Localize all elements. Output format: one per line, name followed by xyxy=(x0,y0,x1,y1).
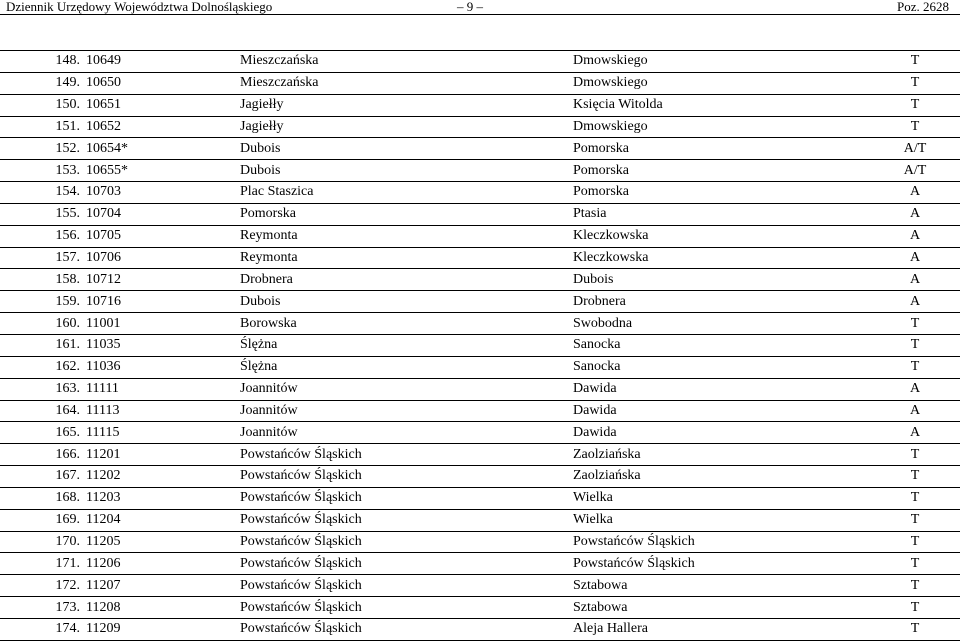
page-number: – 9 – xyxy=(457,0,483,14)
table-row xyxy=(0,531,960,553)
record-type: T xyxy=(863,334,960,356)
street-name: Reymonta xyxy=(236,225,570,247)
record-type: T xyxy=(863,487,960,509)
row-number: 150. xyxy=(0,94,82,116)
row-number: 162. xyxy=(0,356,82,378)
record-code: 11035 xyxy=(82,334,236,356)
row-number: 154. xyxy=(0,182,82,204)
street-name: Powstańców Śląskich xyxy=(236,597,570,619)
street-name: Pomorska xyxy=(236,203,570,225)
record-type: T xyxy=(863,444,960,466)
row-number: 164. xyxy=(0,400,82,422)
record-code: 10705 xyxy=(82,225,236,247)
cross-street: Zaolziańska xyxy=(570,466,863,488)
street-name: Drobnera xyxy=(236,269,570,291)
table-row xyxy=(0,553,960,575)
street-name: Jagiełły xyxy=(236,94,570,116)
record-type: A xyxy=(863,400,960,422)
table-row xyxy=(0,138,960,160)
table-row xyxy=(0,160,960,182)
record-type: T xyxy=(863,575,960,597)
street-name: Powstańców Śląskich xyxy=(236,509,570,531)
record-code: 10652 xyxy=(82,116,236,138)
cross-street: Sanocka xyxy=(570,356,863,378)
record-type: T xyxy=(863,51,960,73)
table-row xyxy=(0,618,960,640)
street-name: Reymonta xyxy=(236,247,570,269)
street-name: Dubois xyxy=(236,138,570,160)
cross-street: Swobodna xyxy=(570,313,863,335)
row-number: 172. xyxy=(0,575,82,597)
record-code: 11111 xyxy=(82,378,236,400)
cross-street: Dmowskiego xyxy=(570,72,863,94)
record-code: 11115 xyxy=(82,422,236,444)
row-number: 170. xyxy=(0,531,82,553)
record-type: T xyxy=(863,509,960,531)
street-name: Jagiełły xyxy=(236,116,570,138)
street-name: Powstańców Śląskich xyxy=(236,487,570,509)
record-code: 11204 xyxy=(82,509,236,531)
row-number: 152. xyxy=(0,138,82,160)
row-number: 149. xyxy=(0,72,82,94)
record-code: 10651 xyxy=(82,94,236,116)
cross-street: Kleczkowska xyxy=(570,247,863,269)
table-row xyxy=(0,51,960,73)
record-code: 10649 xyxy=(82,51,236,73)
table-row xyxy=(0,116,960,138)
cross-street: Wielka xyxy=(570,509,863,531)
record-code: 11113 xyxy=(82,400,236,422)
record-code: 11201 xyxy=(82,444,236,466)
table-row xyxy=(0,444,960,466)
record-type: T xyxy=(863,597,960,619)
record-code: 10654* xyxy=(82,138,236,160)
cross-street: Kleczkowska xyxy=(570,225,863,247)
record-type: A xyxy=(863,247,960,269)
record-type: A xyxy=(863,203,960,225)
street-name: Dubois xyxy=(236,291,570,313)
position-number: Poz. 2628 xyxy=(897,0,949,14)
street-name: Joannitów xyxy=(236,422,570,444)
row-number: 158. xyxy=(0,269,82,291)
record-type: A xyxy=(863,182,960,204)
table-row xyxy=(0,313,960,335)
table-row xyxy=(0,378,960,400)
record-code: 11001 xyxy=(82,313,236,335)
cross-street: Dmowskiego xyxy=(570,116,863,138)
street-name: Plac Staszica xyxy=(236,182,570,204)
record-code: 10712 xyxy=(82,269,236,291)
record-code: 10704 xyxy=(82,203,236,225)
street-name: Dubois xyxy=(236,160,570,182)
records-body xyxy=(0,51,960,641)
page-header xyxy=(0,0,960,18)
row-number: 165. xyxy=(0,422,82,444)
record-type: A xyxy=(863,422,960,444)
table-row xyxy=(0,422,960,444)
street-name: Mieszczańska xyxy=(236,72,570,94)
row-number: 166. xyxy=(0,444,82,466)
record-code: 10655* xyxy=(82,160,236,182)
cross-street: Księcia Witolda xyxy=(570,94,863,116)
cross-street: Dawida xyxy=(570,400,863,422)
row-number: 169. xyxy=(0,509,82,531)
table-row xyxy=(0,400,960,422)
records-table xyxy=(0,50,960,641)
table-row xyxy=(0,334,960,356)
record-type: A/T xyxy=(863,160,960,182)
record-type: T xyxy=(863,313,960,335)
street-name: Joannitów xyxy=(236,378,570,400)
journal-title: Dziennik Urzędowy Województwa Dolnośląskiego xyxy=(6,0,273,14)
cross-street: Dubois xyxy=(570,269,863,291)
cross-street: Pomorska xyxy=(570,138,863,160)
row-number: 174. xyxy=(0,618,82,640)
street-name: Powstańców Śląskich xyxy=(236,575,570,597)
row-number: 151. xyxy=(0,116,82,138)
record-code: 11203 xyxy=(82,487,236,509)
row-number: 155. xyxy=(0,203,82,225)
row-number: 173. xyxy=(0,597,82,619)
record-type: A xyxy=(863,291,960,313)
record-code: 11209 xyxy=(82,618,236,640)
table-row xyxy=(0,225,960,247)
cross-street: Pomorska xyxy=(570,182,863,204)
record-type: T xyxy=(863,94,960,116)
cross-street: Ptasia xyxy=(570,203,863,225)
header-rule xyxy=(0,14,960,15)
record-code: 11206 xyxy=(82,553,236,575)
record-type: A xyxy=(863,269,960,291)
table-row xyxy=(0,509,960,531)
record-code: 10703 xyxy=(82,182,236,204)
table-row xyxy=(0,466,960,488)
row-number: 171. xyxy=(0,553,82,575)
cross-street: Sztabowa xyxy=(570,575,863,597)
table-row xyxy=(0,94,960,116)
cross-street: Aleja Hallera xyxy=(570,618,863,640)
row-number: 168. xyxy=(0,487,82,509)
row-number: 159. xyxy=(0,291,82,313)
record-type: T xyxy=(863,531,960,553)
table-row xyxy=(0,597,960,619)
record-code: 11208 xyxy=(82,597,236,619)
table-row xyxy=(0,72,960,94)
record-code: 11207 xyxy=(82,575,236,597)
row-number: 160. xyxy=(0,313,82,335)
cross-street: Powstańców Śląskich xyxy=(570,531,863,553)
record-type: T xyxy=(863,466,960,488)
row-number: 163. xyxy=(0,378,82,400)
street-name: Borowska xyxy=(236,313,570,335)
street-name: Mieszczańska xyxy=(236,51,570,73)
table-row xyxy=(0,575,960,597)
record-type: A/T xyxy=(863,138,960,160)
row-number: 161. xyxy=(0,334,82,356)
row-number: 153. xyxy=(0,160,82,182)
street-name: Powstańców Śląskich xyxy=(236,553,570,575)
street-name: Joannitów xyxy=(236,400,570,422)
street-name: Powstańców Śląskich xyxy=(236,531,570,553)
table-row xyxy=(0,247,960,269)
record-code: 11202 xyxy=(82,466,236,488)
record-type: T xyxy=(863,116,960,138)
record-type: A xyxy=(863,378,960,400)
cross-street: Powstańców Śląskich xyxy=(570,553,863,575)
cross-street: Zaolziańska xyxy=(570,444,863,466)
street-name: Ślężna xyxy=(236,356,570,378)
row-number: 167. xyxy=(0,466,82,488)
cross-street: Pomorska xyxy=(570,160,863,182)
row-number: 148. xyxy=(0,51,82,73)
cross-street: Sanocka xyxy=(570,334,863,356)
record-code: 10716 xyxy=(82,291,236,313)
cross-street: Sztabowa xyxy=(570,597,863,619)
row-number: 156. xyxy=(0,225,82,247)
table-row xyxy=(0,269,960,291)
street-name: Powstańców Śląskich xyxy=(236,444,570,466)
street-name: Powstańców Śląskich xyxy=(236,466,570,488)
cross-street: Dawida xyxy=(570,378,863,400)
cross-street: Drobnera xyxy=(570,291,863,313)
cross-street: Dmowskiego xyxy=(570,51,863,73)
street-name: Ślężna xyxy=(236,334,570,356)
table-row xyxy=(0,356,960,378)
table-row xyxy=(0,291,960,313)
table-row xyxy=(0,182,960,204)
record-code: 11205 xyxy=(82,531,236,553)
record-code: 10706 xyxy=(82,247,236,269)
record-type: T xyxy=(863,618,960,640)
street-name: Powstańców Śląskich xyxy=(236,618,570,640)
record-type: T xyxy=(863,72,960,94)
record-type: T xyxy=(863,356,960,378)
record-type: T xyxy=(863,553,960,575)
record-type: A xyxy=(863,225,960,247)
table-row xyxy=(0,203,960,225)
record-code: 10650 xyxy=(82,72,236,94)
record-code: 11036 xyxy=(82,356,236,378)
table-row xyxy=(0,487,960,509)
row-number: 157. xyxy=(0,247,82,269)
cross-street: Dawida xyxy=(570,422,863,444)
cross-street: Wielka xyxy=(570,487,863,509)
